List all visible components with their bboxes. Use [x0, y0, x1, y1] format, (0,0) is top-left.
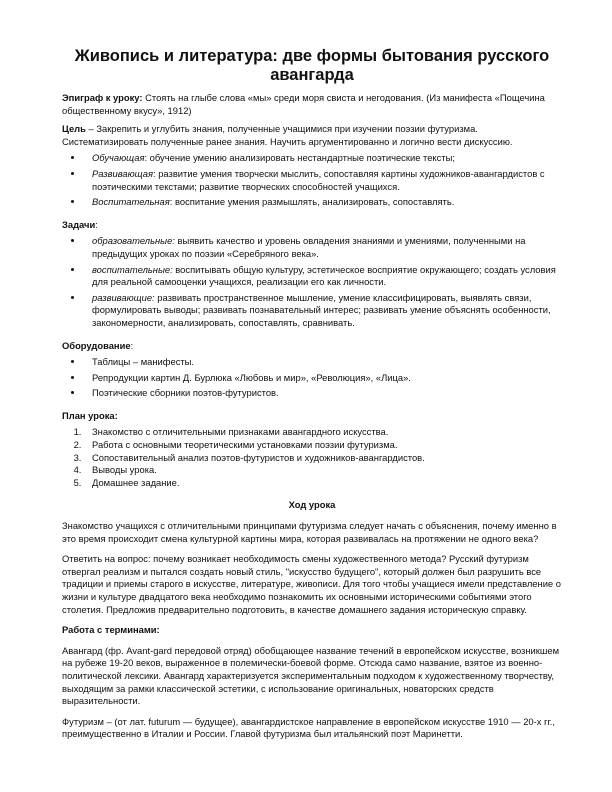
goal-item: [84, 196, 562, 209]
goal-item-text: : обучение умению анализировать нестандартные поэтические тексты;: [144, 152, 455, 164]
task-item: [84, 292, 562, 330]
terms-heading: Работа с терминами:: [62, 624, 160, 636]
equipment-item: • Поэтические сборники поэтов-футуристов.: [84, 387, 562, 400]
plan-item: 2. Работа с основными теоретическими установками поэзии футуризма.: [84, 439, 562, 452]
goal-text: – Закрепить и углубить знания, полученные учащимися при изучении поэзии футуризма. Систематизировать полученные ранее знания. Научить аргументированно и логично вести дискуссию.: [62, 123, 513, 147]
task-item-text: развивать пространственное мышление, умение классифицировать, выявлять связи, формулировать выводы; развивать познавательный интерес; развивать умение объяснять особенности, закономерности, анализировать, сопоставлять, сравнивать.: [92, 291, 551, 328]
goal-list: [62, 152, 562, 208]
goal: [62, 123, 562, 148]
lesson-paragraph: Знакомство учащихся с отличительными принципами футуризма следует начать с объяснения, почему именно в это время происходит смена культурной картины мира, которая развивалась на протяжении не одного века?: [62, 520, 557, 544]
document-page: [62, 47, 562, 747]
equipment-item: • Репродукции картин Д. Бурлюка «Любовь и мир», «Революция», «Лица».: [84, 372, 562, 385]
plan-list: [62, 426, 562, 489]
goal-item-term: Обучающая: [92, 152, 145, 164]
goal-item: [84, 152, 562, 165]
lesson-heading: Ход урока: [288, 499, 336, 511]
term-avantgarde: Авангард (фр. Avant-gard передовой отряд) обобщающее название течений в европейском искусстве, возникшем на рубеже 19-20 веков, выраженное в полемически-боевой форме. Отсюда само название, взятое из военно-политической лексики. Авангард характеризуется экспериментальным подходом к художественному творчеству, выходящим за рамки классической эстетики, с использование оригинальных, новаторских средств выразительности.: [62, 644, 560, 707]
tasks-heading: [62, 219, 562, 232]
plan-item: 3. Сопоставительный анализ поэтов-футуристов и художников-авангардистов.: [84, 452, 562, 465]
plan-item: 1. Знакомство с отличительными признаками авангардного искусства.: [84, 426, 562, 439]
task-item-term: образовательные:: [92, 235, 175, 247]
task-item-text: выявить качество и уровень овладения знаниями и умениями, полученными на предыдущих уроках по поэзии «Серебряного века».: [92, 235, 526, 259]
plan-item: 4. Выводы урока.: [84, 464, 562, 477]
tasks-list: [62, 235, 562, 329]
task-item: [84, 235, 562, 260]
lesson-paragraph: Ответить на вопрос: почему возникает необходимость смены художественного метода? Русский футуризм отвергал реализм и пытался создать новый стиль, "искусство будущего", который должен был разрушить все традиции и приемы старого в искусстве, литературе, живописи. Для того чтобы учащиеся имели представление о жизни и культуре двадцатого века необходимо познакомить их основными историческими событиями этого столетия. Предложив предварительно подготовить, в качестве домашнего задания историческую справку.: [62, 553, 561, 615]
equipment-heading: [62, 340, 562, 353]
equipment-label: Оборудование: [62, 339, 131, 351]
task-item-text: воспитывать общую культуру, эстетическое восприятие окружающего; создать условия для реальной самооценки учащихся, реализации его как личности.: [92, 263, 556, 288]
equipment-list: [62, 356, 562, 400]
epigraph-text: Стоять на глыбе слова «мы» среди моря свиста и негодования. (Из манифеста «Пощечина общественному вкусу», 1912): [62, 92, 545, 116]
task-item-term: развивающие:: [92, 291, 155, 303]
task-item: [84, 264, 562, 289]
term-futurism: Футуризм – (от лат. futurum — будущее), авангардистское направление в европейском искусстве 1910 — 20-х гг., преимущественно в Италии и России. Главой футуризма был итальянский поэт Маринетти.: [62, 715, 555, 740]
plan-item: 5. Домашнее задание.: [84, 477, 562, 490]
task-item-term: воспитательные:: [92, 263, 173, 275]
goal-item-text: : воспитание умения размышлять, анализировать, сопоставлять.: [169, 196, 455, 208]
goal-item: [84, 168, 562, 193]
equipment-item: • Таблицы – манифесты.: [84, 356, 562, 369]
goal-item-term: Развивающая: [92, 167, 153, 179]
epigraph-label: Эпиграф к уроку:: [62, 92, 143, 103]
tasks-label: Задачи: [62, 218, 96, 230]
epigraph: [62, 92, 562, 117]
goal-item-term: Воспитательная: [92, 196, 170, 208]
equipment-colon: :: [130, 339, 134, 351]
goal-label: Цель: [62, 123, 86, 135]
plan-heading: План урока:: [62, 409, 118, 421]
document-title: Живопись и литература: две формы бытования русского авангарда: [74, 47, 550, 84]
goal-item-text: : развитие умения творчески мыслить, сопоставляя картины художников-авангардистов с поэтическими текстами; развитие творческих способностей учащихся.: [92, 167, 545, 192]
tasks-colon: :: [95, 218, 98, 230]
